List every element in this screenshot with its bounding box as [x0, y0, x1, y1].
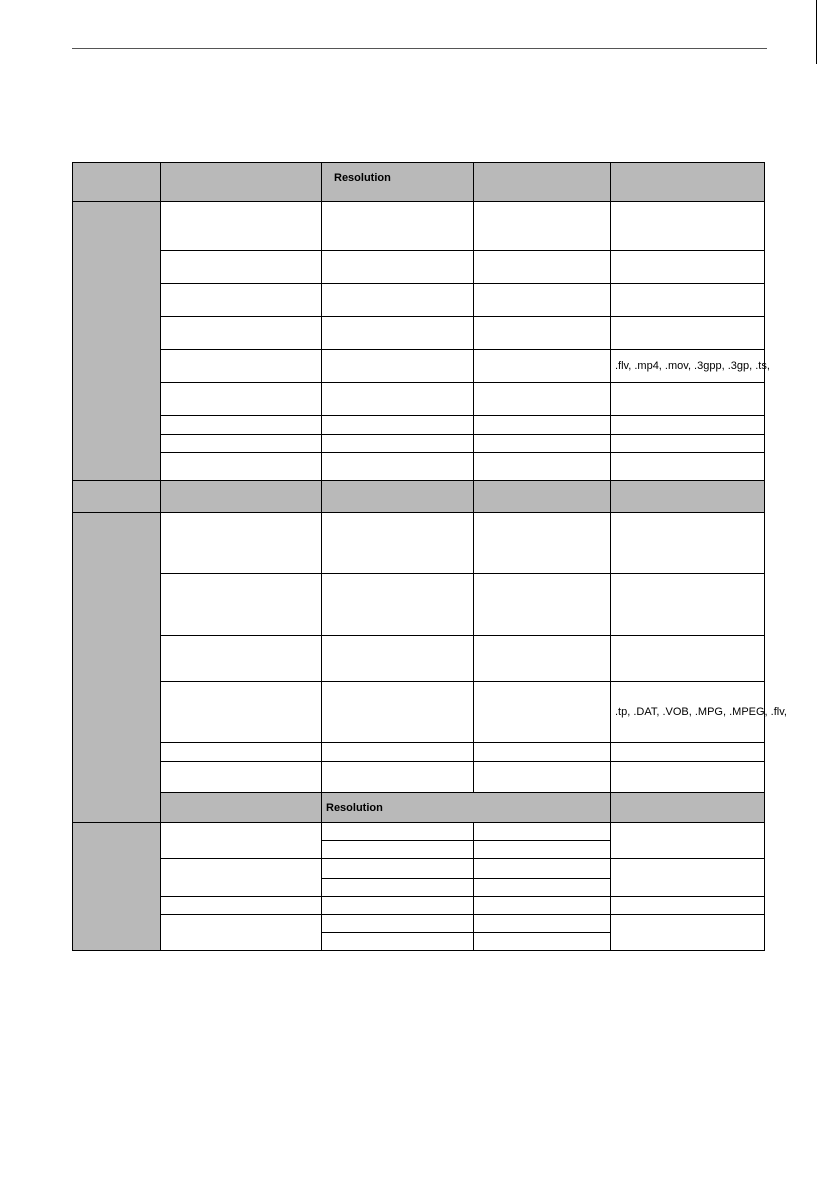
table-cell: [611, 202, 765, 251]
header-cell: [73, 163, 161, 202]
file-extensions-cell: .flv, .mp4, .mov, .3gpp, .3gp, .ts,: [611, 350, 765, 383]
table-row: [73, 915, 765, 933]
header-resolution: Resolution: [322, 793, 611, 823]
table-row: [73, 435, 765, 453]
header-resolution: Resolution: [322, 163, 474, 202]
table-row: [73, 823, 765, 841]
table-row: [73, 513, 765, 574]
table-row: [73, 897, 765, 915]
table-row: [73, 574, 765, 636]
file-extensions-cell: .tp, .DAT, .VOB, .MPG, .MPEG, .flv,: [611, 682, 765, 743]
page-edge-tab: [812, 0, 839, 1191]
section-header-row: [73, 481, 765, 513]
header-cell: [474, 163, 611, 202]
table-row: [73, 416, 765, 435]
table-cell: [322, 202, 474, 251]
header-cell: [161, 793, 322, 823]
header-cell: [611, 163, 765, 202]
table-row: [73, 453, 765, 481]
section-header-row: [73, 793, 765, 823]
table-row: [73, 202, 765, 251]
table-cell: [474, 202, 611, 251]
page-edge-mark: [816, 0, 817, 64]
header-cell: [161, 163, 322, 202]
table-row: [73, 743, 765, 762]
table-row: [73, 383, 765, 416]
header-rule: [72, 48, 767, 49]
table-row: [73, 636, 765, 682]
section-label-cell: [73, 202, 161, 481]
section-label-cell: [73, 823, 161, 951]
media-format-table: [72, 162, 787, 951]
table-row: [73, 317, 765, 350]
table-row: [73, 762, 765, 793]
table-row: [73, 859, 765, 879]
table-row: [73, 350, 765, 383]
table-cell: [161, 202, 322, 251]
section-label-cell: [73, 513, 161, 823]
table-row: [73, 251, 765, 284]
header-cell: [611, 793, 765, 823]
table-row: [73, 682, 765, 743]
table-row: [73, 284, 765, 317]
table-header-row: [73, 163, 765, 202]
